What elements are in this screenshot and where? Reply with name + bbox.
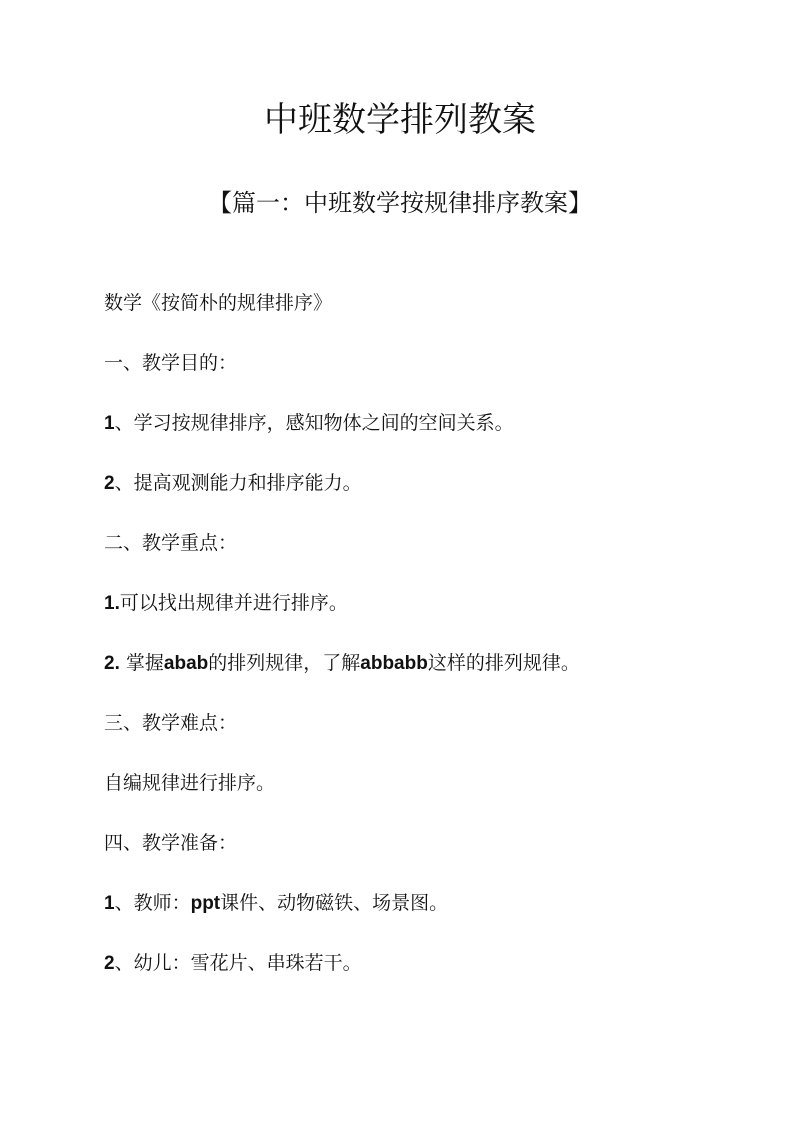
line-text: 、幼儿：雪花片、串珠若干。	[114, 952, 362, 974]
line-text: 一、教学目的：	[104, 352, 238, 374]
line-text-middle: 的排列规律，了解	[208, 652, 361, 674]
line-text: 、学习按规律排序，感知物体之间的空间关系。	[114, 412, 514, 434]
goal-item-2	[104, 469, 362, 498]
item-number: 1.	[104, 593, 120, 614]
ppt-term: ppt	[190, 893, 221, 914]
preparation-item-1	[104, 889, 448, 918]
section-heading-preparation	[104, 829, 237, 857]
item-number: 2	[104, 473, 115, 494]
line-text: 二、教学重点：	[104, 532, 238, 554]
item-number: 1	[104, 413, 115, 434]
goal-item-1	[104, 409, 514, 438]
item-number: 1	[104, 893, 115, 914]
line-text: 、提高观测能力和排序能力。	[114, 472, 362, 494]
key-point-item-2	[104, 649, 580, 678]
pattern-abbabb: abbabb	[360, 653, 428, 674]
lesson-name	[104, 289, 332, 317]
line-text: 可以找出规律并进行排序。	[119, 592, 348, 614]
section-heading-goals	[104, 349, 237, 377]
document-subtitle: 【篇一：中班数学按规律排序教案】	[208, 189, 592, 217]
document-title: 中班数学排列教案	[264, 100, 536, 140]
key-point-item-1	[104, 589, 348, 618]
section-heading-difficulty	[104, 709, 237, 737]
item-number: 2	[104, 953, 115, 974]
line-text: 自编规律进行排序。	[104, 772, 276, 794]
line-text: 四、教学准备：	[104, 832, 238, 854]
line-text: 、教师：	[114, 892, 191, 914]
line-text: 三、教学难点：	[104, 712, 238, 734]
section-heading-key-points	[104, 529, 237, 557]
item-number: 2.	[104, 653, 120, 674]
preparation-item-2	[104, 949, 362, 978]
pattern-abab: abab	[163, 653, 209, 674]
difficulty-text	[104, 769, 275, 797]
line-text-end: 这样的排列规律。	[427, 652, 580, 674]
line-text: 数学《按简朴的规律排序》	[104, 292, 333, 314]
line-text-end: 课件、动物磁铁、场景图。	[220, 892, 449, 914]
line-text: 掌握	[119, 652, 164, 674]
